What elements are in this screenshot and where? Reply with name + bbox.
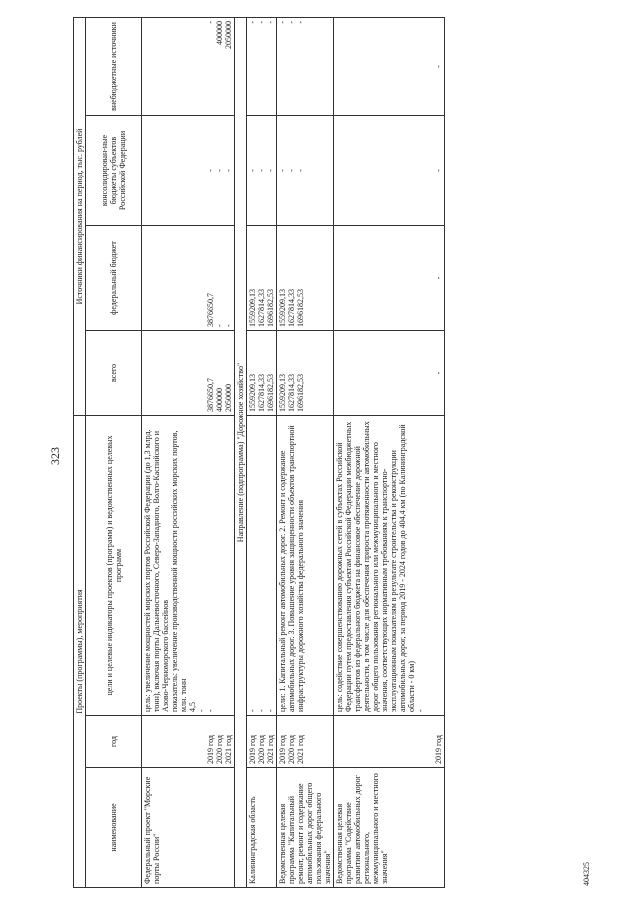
year-cell: 2020 год: [257, 735, 266, 764]
federal-value: 3876650,7: [206, 293, 215, 327]
year-cell: 2019 год: [248, 735, 257, 764]
federal-value: 1696182,53: [296, 289, 305, 327]
goal-text: цель: увеличение мощностей морских портов Российской Федерации (до 1,3 млрд. тонн), включая порты Дальневосточного, Северо-Западного, Волго-Каспийского и Азово-Черноморского бассейнов: [143, 429, 170, 712]
total-value: 2050000: [224, 384, 233, 412]
indicator-text: показатель: увеличение производственной мощности российских морских портов, млн. тонн: [170, 430, 188, 712]
goal-text: цель: содействие совершенствованию дорожных сетей в субъектах Российской Федерации путем предоставления субъектам Российской Федерации межбюджетных трансфертов из федерального бюджета на финансовое обеспечение дорожной деятельности, в том числе для обеспечения прироста протяженности автомобильных дорог общего пользования регионального или межмуниципального и местного значения, соответствующих нормативным требованиям к транспортно-эксплуатационным показателям в результате строительства и реконструкции автомобильных дорог, за период 2019 - 2024 годов до 404,4 км (по Калининградской области - 0 км): [335, 421, 416, 712]
indicator-value: -: [197, 709, 206, 712]
total-value: 400000: [215, 388, 224, 412]
table-row: [277, 17, 334, 887]
year-cell: 2020 год: [287, 735, 296, 764]
year-cell: 2021 год: [266, 735, 275, 764]
col-consolidated: консолидирован-ные бюджеты субъектов Российской Федерации: [86, 116, 142, 226]
federal-value: 1627814,33: [287, 289, 296, 327]
consolidated-value: -: [206, 169, 215, 172]
table-row: [142, 17, 235, 887]
extra-value: -: [434, 65, 443, 68]
total-value: 1627814,33: [287, 374, 296, 412]
federal-value: 1559209,13: [248, 289, 257, 327]
col-total: всего: [86, 331, 142, 416]
table-row: Калининградская область 2019 год 2020 год 2021 год - - - 1559209,13 1627814,33 1696182,53 1559209,13 1627814,33 1696182,53 - - - - - -: [247, 17, 277, 887]
consolidated-value: -: [248, 169, 257, 172]
extra-value: 2050000: [224, 20, 233, 49]
row-name: Федеральный проект "Морские порты России": [142, 768, 235, 888]
row-name: Ведомственная целевая программа "Капитальный ремонт, ремонт и содержание автомобильных дорог общего пользования федерального значения": [277, 768, 334, 888]
rotated-page: [40, 12, 600, 892]
goal-text: цели: 1. Капитальный ремонт автомобильных дорог. 2. Ремонт и содержание автомобильных дорог. 3. Повышение уровня защищенности объектов транспортной инфраструктуры дорожного хозяйства федерального значения: [278, 425, 305, 712]
consolidated-value: -: [296, 169, 305, 172]
consolidated-value: -: [287, 169, 296, 172]
extra-value: -: [266, 20, 275, 24]
extra-value: 400000: [215, 20, 224, 45]
federal-value: -: [434, 276, 443, 280]
table-row: [334, 17, 445, 887]
row-name: Ведомственная целевая программа "Содействие развитию автомобильных дорог регионального, межмуниципального и местного значения": [334, 768, 445, 888]
total-value: 1627814,33: [257, 374, 266, 412]
col-federal: федеральный бюджет: [86, 226, 142, 331]
total-value: -: [434, 371, 443, 375]
financing-table: [73, 17, 445, 888]
extra-value: -: [257, 20, 266, 24]
consolidated-value: -: [278, 169, 287, 172]
year-cell: 2019 год: [206, 735, 215, 764]
indicator-value: -: [416, 709, 425, 712]
extra-value: -: [206, 20, 215, 24]
col-name: наименование: [86, 768, 142, 888]
year-cell: 2019 год: [434, 735, 443, 764]
document-number: 404325: [582, 862, 591, 886]
extra-value: -: [296, 20, 305, 24]
federal-value: -: [215, 324, 224, 327]
consolidated-value: -: [266, 169, 275, 172]
year-cell: 2021 год: [296, 735, 305, 764]
section-row: [235, 17, 247, 887]
extra-value: -: [287, 20, 296, 24]
total-value: 1696182,53: [266, 374, 275, 412]
consolidated-value: -: [257, 169, 266, 172]
indicator-value: 4,5: [188, 702, 197, 712]
total-value: 1559209,13: [278, 374, 287, 412]
total-value: 1696182,53: [296, 374, 305, 412]
consolidated-value: -: [215, 169, 224, 172]
federal-value: 1559209,13: [278, 289, 287, 327]
total-value: 3876650,7: [206, 378, 215, 412]
year-cell: 2019 год: [278, 735, 287, 764]
year-cell: 2020 год: [215, 735, 224, 764]
federal-value: 1696182,53: [266, 289, 275, 327]
page-number: 323: [48, 447, 62, 465]
section-title: Направление (подпрограмма) "Дорожное хозяйство": [235, 17, 247, 887]
extra-value: -: [278, 20, 287, 24]
col-goals: цели и целевые индикаторы проектов (программ) и ведомственных целевых программ: [86, 416, 142, 716]
sources-header: Источники финансирования на период, тыс. рублей: [74, 17, 86, 415]
consolidated-value: -: [434, 169, 443, 172]
projects-header: Проекты (программы), мероприятия: [74, 416, 86, 888]
extra-value: -: [248, 20, 257, 24]
year-cell: 2021 год: [224, 735, 233, 764]
federal-value: -: [224, 324, 233, 327]
row-name: Калининградская область: [247, 768, 277, 888]
col-extra: внебюджетные источники: [86, 17, 142, 115]
total-value: 1559209,13: [248, 374, 257, 412]
indicator-value: -: [206, 709, 215, 712]
federal-value: 1627814,33: [257, 289, 266, 327]
consolidated-value: -: [224, 169, 233, 172]
col-year: год: [86, 716, 142, 768]
